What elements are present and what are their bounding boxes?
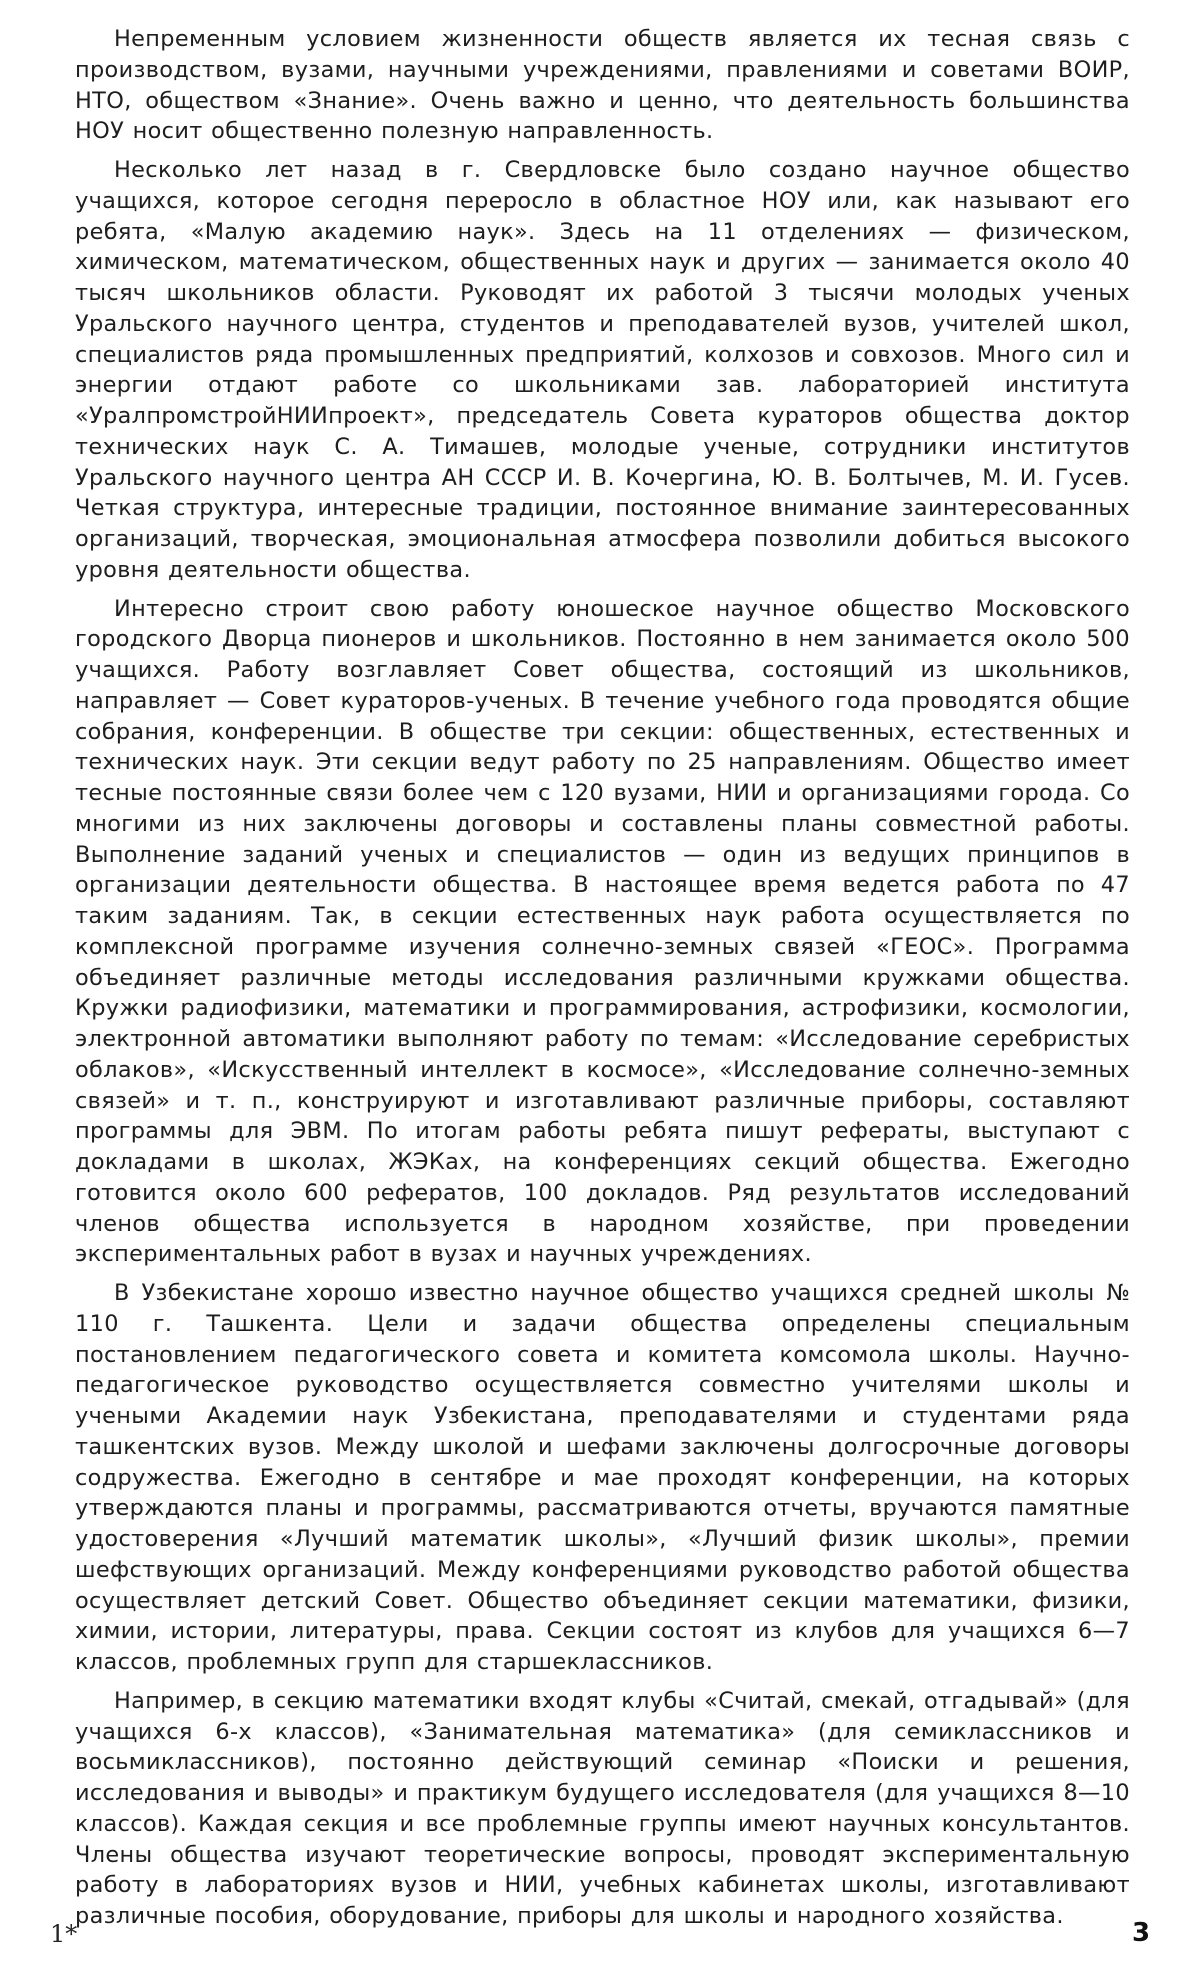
signature-mark: 1* — [50, 1920, 78, 1948]
page-body — [75, 24, 1130, 1940]
paragraph-5: Например, в секцию математики входят клубы «Считай, смекай, отгадывай» (для учащихся 6-х классов), «Занимательная математика» (для семиклассников и восьмиклассников), постоянно действующий семинар «Поиски и решения, исследования и выводы» и практикум будущего исследователя (для учащихся 8—10 классов). Каждая секция и все проблемные группы имеют научных консультантов. Члены общества изучают теоретические вопросы, проводят экспериментальную работу в лабораториях вузов и НИИ, учебных кабинетах школы, изготавливают различные пособия, оборудование, приборы для школы и народного хозяйства. — [75, 1687, 1130, 1929]
paragraph-4: В Узбекистане хорошо известно научное общество учащихся средней школы № 110 г. Ташкента. Цели и задачи общества определены специальным постановлением педагогического совета и комитета комсомола школы. Научно-педагогическое руководство осуществляется совместно учителями школы и учеными Академии наук Узбекистана, преподавателями и студентами ряда ташкентских вузов. Между школой и шефами заключены долгосрочные договоры содружества. Ежегодно в сентябре и мае проходят конференции, на которых утверждаются планы и программы, рассматриваются отчеты, вручаются памятные удостоверения «Лучший математик школы», «Лучший физик школы», премии шефствующих организаций. Между конференциями руководство работой общества осуществляет детский Совет. Общество объединяет секции математики, физики, химии, истории, литературы, права. Секции состоят из клубов для учащихся 6—7 классов, проблемных групп для старшеклассников. — [75, 1280, 1130, 1675]
page-number: 3 — [1132, 1918, 1151, 1948]
paragraph-2: Несколько лет назад в г. Свердловске было создано научное общество учащихся, которое сегодня переросло в областное НОУ или, как называют его ребята, «Малую академию наук». Здесь на 11 отделениях — физическом, химическом, математическом, общественных наук и других — занимается около 40 тысяч школьников области. Руководят их работой 3 тысячи молодых ученых Уральского научного центра, студентов и преподавателей вузов, учителей школ, специалистов ряда промышленных предприятий, колхозов и совхозов. Много сил и энергии отдают работе со школьниками зав. лабораторией института «УралпромстройНИИпроект», председатель Совета кураторов общества доктор технических наук С. А. Тимашев, молодые ученые, сотрудники институтов Уральского научного центра АН СССР И. В. Кочергина, Ю. В. Болтычев, М. И. Гусев. Четкая структура, интересные традиции, постоянное внимание заинтересованных организаций, творческая, эмоциональная атмосфера позволили добиться высокого уровня деятельности общества. — [75, 157, 1130, 583]
paragraph-1: Непременным условием жизненности обществ является их тесная связь с производством, вузами, научными учреждениями, правлениями и советами ВОИР, НТО, обществом «Знание». Очень важно и ценно, что деятельность большинства НОУ носит общественно полезную направленность. — [75, 26, 1130, 145]
paragraph-3: Интересно строит свою работу юношеское научное общество Московского городского Дворца пионеров и школьников. Постоянно в нем занимается около 500 учащихся. Работу возглавляет Совет общества, состоящий из школьников, направляет — Совет кураторов-ученых. В течение учебного года проводятся общие собрания, конференции. В обществе три секции: общественных, естественных и технических наук. Эти секции ведут работу по 25 направлениям. Общество имеет тесные постоянные связи более чем с 120 вузами, НИИ и организациями города. Со многими из них заключены договоры и составлены планы совместной работы. Выполнение заданий ученых и специалистов — один из ведущих принципов в организации деятельности общества. В настоящее время ведется работа по 47 таким заданиям. Так, в секции естественных наук работа осуществляется по комплексной программе изучения солнечно-земных связей «ГЕОС». Программа объединяет различные методы исследования различными кружками общества. Кружки радиофизики, математики и программирования, астрофизики, космологии, электронной автоматики выполняют работу по темам: «Исследование серебристых облаков», «Искусственный интеллект в космосе», «Исследование солнечно-земных связей» и т. п., конструируют и изготавливают различные приборы, составляют программы для ЭВМ. По итогам работы ребята пишут рефераты, выступают с докладами в школах, ЖЭКах, на конференциях секций общества. Ежегодно готовится около 600 рефератов, 100 докладов. Ряд результатов исследований членов общества используется в народном хозяйстве, при проведении экспериментальных работ в вузах и научных учреждениях. — [75, 595, 1130, 1268]
